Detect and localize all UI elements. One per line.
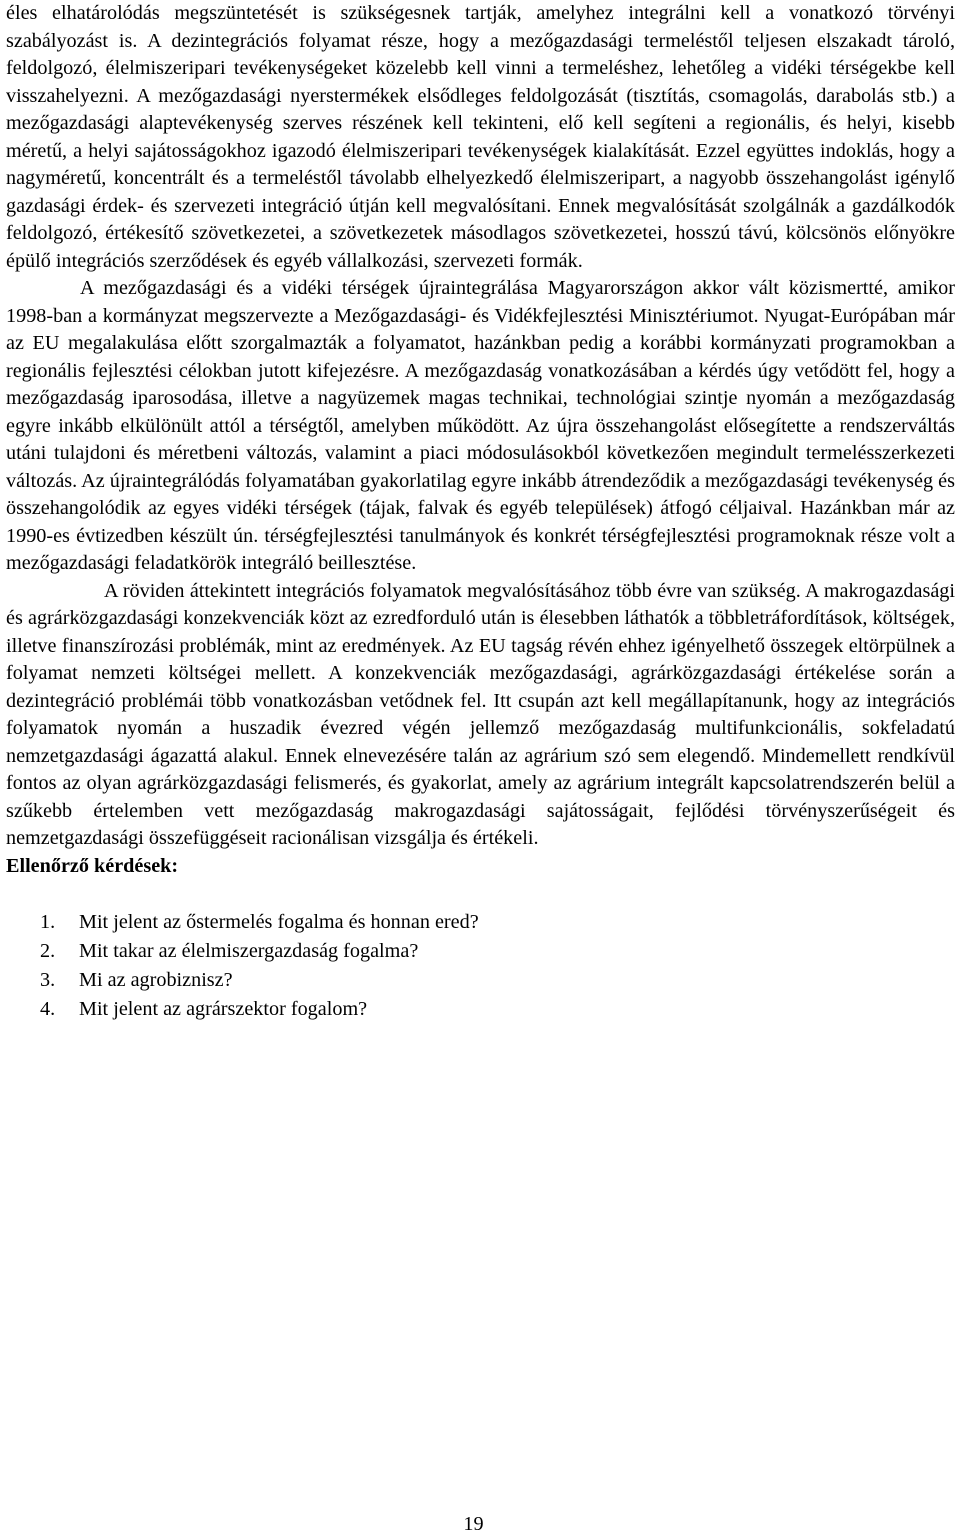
question-number: 4.	[40, 998, 56, 1020]
questions-list	[6, 908, 955, 1024]
question-text: Mi az agrobiznisz?	[79, 969, 233, 991]
question-item	[6, 908, 955, 937]
question-text: Mit takar az élelmiszergazdaság fogalma?	[79, 940, 419, 962]
question-number: 2.	[40, 940, 56, 962]
question-item	[6, 966, 955, 995]
question-item	[6, 995, 955, 1024]
question-text: Mit jelent az agrárszektor fogalom?	[79, 998, 368, 1020]
question-text: Mit jelent az őstermelés fogalma és honnan ered?	[79, 911, 479, 933]
paragraph: éles elhatárolódás megszüntetését is szükségesnek tartják, amelyhez integrálni kell a vonatkozó törvényi szabályozást is. A dezintegrációs folyamat része, hogy a mezőgazdasági termeléstől teljesen elszakadt tároló, feldolgozó, élelmiszeripari tevékenységeket közelebb kell vinni a termeléshez, lehetőleg a vidéki térségekbe kell visszahelyezni. A mezőgazdasági nyerstermékek elsődleges feldolgozását (tisztítás, csomagolás, darabolás stb.) a mezőgazdasági alaptevékenység szerves részének kell tekinteni, elő kell segíteni a regionális, és helyi, kisebb méretű, a helyi sajátosságokhoz igazodó élelmiszeripari tevékenységek kialakítását. Ezzel együttes indoklás, hogy a nagyméretű, koncentrált és a termeléstől távolabb elhelyezkedő élelmiszeripart, a nagyobb összehangolást igénylő gazdasági érdek- és szervezeti integráció útján kell megvalósítani. Ennek megvalósítását szolgálnák a gazdálkodók feldolgozó, értékesítő szövetkezetei, a szövetkezetek másodlagos szövetkezetei, hosszú távú, kölcsönös előnyökre épülő integrációs szerződések és egyéb vállalkozási, szervezeti formák.	[6, 2, 955, 272]
question-number: 3.	[40, 969, 56, 991]
question-item	[6, 937, 955, 966]
document-body	[6, 0, 955, 1024]
paragraph: A röviden áttekintett integrációs folyamatok megvalósításához több évre van szükség. A makrogazdasági és agrárközgazdasági konzekvenciák közt az ezredforduló után is élesebben láthatók a többletráfordítások, költségek, illetve finanszírozási problémák, mint az eredmények. Az EU tagság révén ehhez igényelhető összegek eltörpülnek a folyamat nemzeti költségei mellett. A konzekvenciák mezőgazdasági, agrárközgazdasági értékelése során a dezintegráció problémái több vonatkozásban vetődnek fel. Itt csupán azt kell megállapítanunk, hogy az integrációs folyamatok nyomán a huszadik évezred végén jellemző mezőgazdaság multifunkcionális, sokfeladatú nemzetgazdasági ágazattá alakul. Ennek elnevezésére talán az agrárium szó sem elegendő. Mindemellett rendkívül fontos az olyan agrárközgazdasági felismerés, és gyakorlat, amely az agrárium integrált kapcsolatrendszerén belül a szűkebb értelemben vett mezőgazdaság makrogazdasági sajátosságait, fejlődési törvényszerűségeit és nemzetgazdasági összefüggéseit racionálisan vizsgálja és értékeli.	[6, 579, 955, 849]
questions-heading: Ellenőrző kérdések:	[6, 854, 179, 877]
page-number: 19	[463, 1513, 484, 1535]
paragraph: A mezőgazdasági és a vidéki térségek újraintegrálása Magyarországon akkor vált közismertté, amikor 1998-ban a kormányzat megszervezte a Mezőgazdasági- és Vidékfejlesztési Minisztériumot. Nyugat-Európában már az EU megalakulása előtt szorgalmazták a folyamatot, hazánkban pedig a korábbi kormányzati programokban a regionális fejlesztési célokban jutott kifejezésre. A mezőgazdaság vonatkozásában a kérdés úgy vetődött fel, hogy a mezőgazdaság iparosodása, illetve a nagyüzemek magas technikai, technológiai szintje nyomán a mezőgazdaság egyre inkább elkülönült attól a térségtől, amelyben működött. Az újra összehangolást elősegítette a rendszerváltás utáni tulajdoni és méretbeni változás, valamint a piaci módosulásokból következően megindult termelésszerkezeti változás. Az újraintegrálódás folyamatában gyakorlatilag egyre inkább átrendeződik a mezőgazdasági tevékenység és összehangolódik az egyes vidéki térségek (tájak, falvak és egyéb települések) átfogó céljaival. Hazánkban már az 1990-es évtizedben készült ún. térségfejlesztési tanulmányok és konkrét térségfejlesztési programoknak része volt a mezőgazdasági feladatkörök integráló beillesztése.	[6, 277, 955, 574]
question-number: 1.	[40, 911, 56, 933]
